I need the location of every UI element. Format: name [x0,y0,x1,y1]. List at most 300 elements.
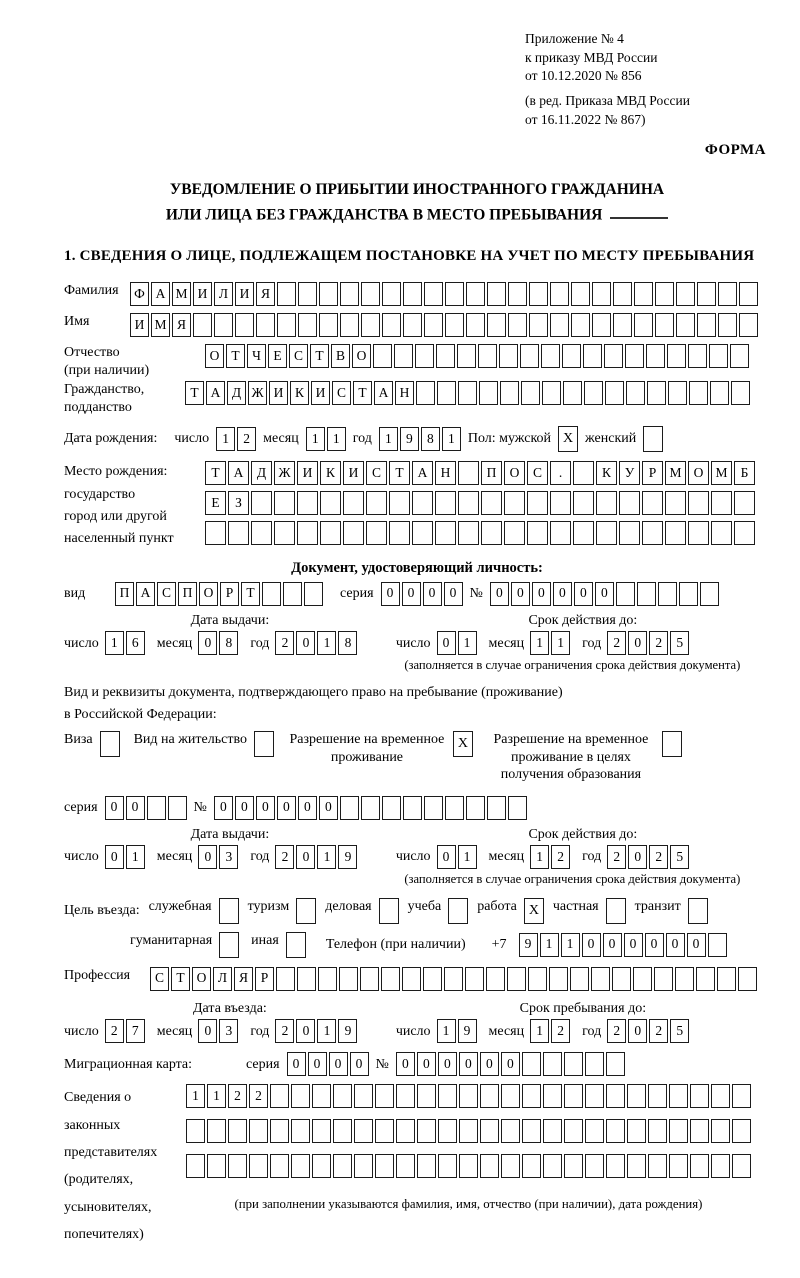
form-cell[interactable]: У [619,461,640,485]
form-cell[interactable] [717,967,736,991]
form-cell[interactable] [403,796,422,820]
birth-day-grid[interactable] [216,427,256,451]
form-cell[interactable] [207,1154,226,1178]
form-cell[interactable]: А [412,461,433,485]
form-cell[interactable]: О [192,967,211,991]
form-cell[interactable]: 7 [126,1019,145,1043]
form-cell[interactable] [457,344,476,368]
form-cell[interactable]: 0 [350,1052,369,1076]
form-cell[interactable]: 0 [396,1052,415,1076]
form-cell[interactable] [584,381,603,405]
birth-place-grid-3[interactable] [205,521,755,545]
form-cell[interactable] [396,1154,415,1178]
form-cell[interactable] [522,1052,541,1076]
form-cell[interactable] [366,491,387,515]
form-cell[interactable] [320,491,341,515]
form-cell[interactable] [319,313,338,337]
form-cell[interactable] [481,491,502,515]
form-cell[interactable]: 0 [574,582,593,606]
form-cell[interactable]: 0 [319,796,338,820]
sex-male-checkbox[interactable] [558,426,578,452]
form-cell[interactable]: 1 [306,427,325,451]
form-cell[interactable] [529,313,548,337]
form-cell[interactable] [654,967,673,991]
form-cell[interactable] [298,313,317,337]
form-cell[interactable] [585,1084,604,1108]
stay-month-grid[interactable] [530,1019,570,1043]
residence-issue-day-grid[interactable] [105,845,145,869]
form-cell[interactable] [389,491,410,515]
form-cell[interactable] [647,381,666,405]
residence-expiry-year-grid[interactable] [607,845,689,869]
form-cell[interactable]: 0 [417,1052,436,1076]
visa-checkbox[interactable] [100,731,120,757]
form-cell[interactable]: 8 [421,427,440,451]
form-cell[interactable]: Я [256,282,275,306]
form-cell[interactable] [642,491,663,515]
form-cell[interactable]: Т [389,461,410,485]
form-cell[interactable]: 8 [219,631,238,655]
form-cell[interactable] [435,521,456,545]
form-cell[interactable] [354,1084,373,1108]
form-cell[interactable] [298,282,317,306]
form-cell[interactable] [381,967,400,991]
form-cell[interactable] [732,1119,751,1143]
representatives-grid-2[interactable] [186,1119,751,1143]
form-cell[interactable] [297,967,316,991]
form-cell[interactable] [354,1119,373,1143]
purpose-tourism-checkbox[interactable] [296,898,316,924]
form-cell[interactable] [543,1119,562,1143]
form-cell[interactable]: 1 [317,1019,336,1043]
form-cell[interactable] [688,898,708,924]
form-cell[interactable] [507,967,526,991]
form-cell[interactable] [562,344,581,368]
form-cell[interactable] [583,344,602,368]
form-cell[interactable]: 0 [296,631,315,655]
form-cell[interactable]: X [453,731,473,757]
form-cell[interactable] [627,1154,646,1178]
form-cell[interactable] [613,282,632,306]
sex-female-checkbox[interactable] [643,426,663,452]
form-cell[interactable]: Е [205,491,226,515]
form-cell[interactable] [564,1154,583,1178]
form-cell[interactable] [564,1119,583,1143]
form-cell[interactable]: 2 [275,1019,294,1043]
form-cell[interactable] [382,282,401,306]
form-cell[interactable]: С [332,381,351,405]
form-cell[interactable] [319,282,338,306]
form-cell[interactable] [522,1154,541,1178]
form-cell[interactable] [634,313,653,337]
form-cell[interactable]: 0 [329,1052,348,1076]
form-cell[interactable] [709,344,728,368]
form-cell[interactable] [665,521,686,545]
form-cell[interactable] [487,313,506,337]
entry-year-grid[interactable] [275,1019,357,1043]
form-cell[interactable] [521,381,540,405]
form-cell[interactable] [437,381,456,405]
form-cell[interactable] [592,282,611,306]
form-cell[interactable] [486,967,505,991]
form-cell[interactable] [214,313,233,337]
form-cell[interactable] [333,1084,352,1108]
form-cell[interactable] [304,582,323,606]
birth-year-grid[interactable] [379,427,461,451]
form-cell[interactable] [436,344,455,368]
form-cell[interactable] [711,521,732,545]
form-cell[interactable]: 1 [551,631,570,655]
form-cell[interactable] [676,282,695,306]
form-cell[interactable] [711,1154,730,1178]
form-cell[interactable] [412,521,433,545]
form-cell[interactable] [648,1084,667,1108]
form-cell[interactable] [320,521,341,545]
expiry-month-grid[interactable] [530,631,570,655]
form-cell[interactable] [291,1154,310,1178]
form-cell[interactable] [382,796,401,820]
form-cell[interactable] [585,1154,604,1178]
form-cell[interactable] [382,313,401,337]
form-cell[interactable]: 3 [219,1019,238,1043]
form-cell[interactable] [697,282,716,306]
form-cell[interactable]: 2 [551,845,570,869]
form-cell[interactable]: 1 [530,1019,549,1043]
form-cell[interactable] [251,521,272,545]
form-cell[interactable] [501,1084,520,1108]
form-cell[interactable]: 0 [235,796,254,820]
form-cell[interactable]: 0 [287,1052,306,1076]
form-cell[interactable] [627,1119,646,1143]
form-cell[interactable] [424,796,443,820]
form-cell[interactable]: 0 [126,796,145,820]
form-cell[interactable] [361,282,380,306]
form-cell[interactable] [339,967,358,991]
form-cell[interactable] [438,1154,457,1178]
form-cell[interactable]: М [151,313,170,337]
form-cell[interactable] [604,344,623,368]
form-cell[interactable] [466,313,485,337]
form-cell[interactable] [711,1084,730,1108]
stay-year-grid[interactable] [607,1019,689,1043]
temp-residence-education-checkbox[interactable] [662,731,682,757]
form-cell[interactable]: 0 [214,796,233,820]
form-cell[interactable]: Л [214,282,233,306]
form-cell[interactable] [504,491,525,515]
form-cell[interactable] [619,491,640,515]
form-cell[interactable] [625,344,644,368]
form-cell[interactable] [658,582,677,606]
form-cell[interactable] [403,313,422,337]
form-cell[interactable] [690,1119,709,1143]
form-cell[interactable]: Ф [130,282,149,306]
residence-expiry-day-grid[interactable] [437,845,477,869]
form-cell[interactable]: 1 [317,631,336,655]
form-cell[interactable] [276,967,295,991]
form-cell[interactable] [667,344,686,368]
form-cell[interactable] [690,1154,709,1178]
form-cell[interactable]: О [205,344,224,368]
form-cell[interactable]: 1 [186,1084,205,1108]
form-cell[interactable] [739,313,758,337]
form-cell[interactable]: 5 [670,845,689,869]
form-cell[interactable]: 1 [442,427,461,451]
form-cell[interactable] [605,381,624,405]
residence-permit-checkbox[interactable] [254,731,274,757]
form-cell[interactable] [254,731,274,757]
form-cell[interactable]: И [311,381,330,405]
form-cell[interactable] [606,898,626,924]
form-cell[interactable] [665,491,686,515]
form-cell[interactable] [479,381,498,405]
form-cell[interactable]: 2 [607,845,626,869]
form-cell[interactable]: И [130,313,149,337]
form-cell[interactable]: А [228,461,249,485]
form-cell[interactable] [732,1084,751,1108]
residence-issue-month-grid[interactable] [198,845,238,869]
form-cell[interactable] [193,313,212,337]
form-cell[interactable]: Ж [248,381,267,405]
form-cell[interactable] [690,1084,709,1108]
form-cell[interactable]: 2 [275,631,294,655]
residence-number-grid[interactable] [214,796,527,820]
form-cell[interactable]: 0 [603,933,622,957]
form-cell[interactable] [596,491,617,515]
form-cell[interactable] [549,967,568,991]
form-cell[interactable] [270,1084,289,1108]
form-cell[interactable] [249,1119,268,1143]
form-cell[interactable] [718,313,737,337]
purpose-official-checkbox[interactable] [219,898,239,924]
form-cell[interactable] [417,1084,436,1108]
form-cell[interactable]: 1 [458,845,477,869]
form-cell[interactable] [520,344,539,368]
form-cell[interactable] [478,344,497,368]
form-cell[interactable] [669,1084,688,1108]
form-cell[interactable] [283,582,302,606]
form-cell[interactable] [550,491,571,515]
purpose-other-checkbox[interactable] [286,932,306,958]
form-cell[interactable]: О [688,461,709,485]
form-cell[interactable]: 0 [423,582,442,606]
form-cell[interactable] [711,1119,730,1143]
form-cell[interactable]: 1 [207,1084,226,1108]
form-cell[interactable] [711,491,732,515]
form-cell[interactable]: 0 [628,631,647,655]
form-cell[interactable] [669,1154,688,1178]
doc-type-grid[interactable] [115,582,323,606]
form-cell[interactable]: П [481,461,502,485]
issue-year-grid[interactable] [275,631,357,655]
form-cell[interactable]: А [136,582,155,606]
form-cell[interactable]: И [297,461,318,485]
form-cell[interactable] [219,932,239,958]
form-cell[interactable] [396,1084,415,1108]
form-cell[interactable] [508,282,527,306]
form-cell[interactable] [564,1084,583,1108]
form-cell[interactable] [270,1154,289,1178]
form-cell[interactable] [585,1052,604,1076]
form-cell[interactable] [734,521,755,545]
expiry-year-grid[interactable] [607,631,689,655]
form-cell[interactable]: . [550,461,571,485]
entry-day-grid[interactable] [105,1019,145,1043]
form-cell[interactable] [570,967,589,991]
form-cell[interactable] [445,282,464,306]
form-cell[interactable] [415,344,434,368]
form-cell[interactable] [274,521,295,545]
form-cell[interactable]: Т [185,381,204,405]
form-cell[interactable] [270,1119,289,1143]
form-cell[interactable]: 9 [338,1019,357,1043]
form-cell[interactable] [527,491,548,515]
form-cell[interactable] [343,491,364,515]
form-cell[interactable] [732,1154,751,1178]
form-cell[interactable]: П [178,582,197,606]
form-cell[interactable] [596,521,617,545]
form-cell[interactable]: Н [435,461,456,485]
form-cell[interactable]: Р [642,461,663,485]
form-cell[interactable] [100,731,120,757]
form-cell[interactable] [527,521,548,545]
form-cell[interactable] [403,282,422,306]
surname-grid[interactable] [130,282,758,306]
form-cell[interactable]: 1 [379,427,398,451]
temp-residence-checkbox[interactable] [453,731,473,757]
form-cell[interactable]: 0 [553,582,572,606]
form-cell[interactable]: П [115,582,134,606]
form-cell[interactable] [487,282,506,306]
form-cell[interactable] [501,1154,520,1178]
issue-month-grid[interactable] [198,631,238,655]
form-cell[interactable]: Т [171,967,190,991]
form-cell[interactable] [205,521,226,545]
residence-issue-year-grid[interactable] [275,845,357,869]
form-cell[interactable] [186,1119,205,1143]
doc-series-grid[interactable] [381,582,463,606]
birth-place-grid-2[interactable] [205,491,755,515]
form-cell[interactable]: А [206,381,225,405]
form-cell[interactable]: 0 [402,582,421,606]
form-cell[interactable] [480,1084,499,1108]
form-cell[interactable] [508,796,527,820]
form-cell[interactable]: 0 [624,933,643,957]
form-cell[interactable]: Т [310,344,329,368]
form-cell[interactable]: О [199,582,218,606]
form-cell[interactable] [616,582,635,606]
birth-place-grid-1[interactable] [205,461,755,485]
form-cell[interactable]: С [150,967,169,991]
form-cell[interactable]: И [343,461,364,485]
form-cell[interactable]: Р [255,967,274,991]
purpose-transit-checkbox[interactable] [688,898,708,924]
form-cell[interactable]: 3 [219,845,238,869]
form-cell[interactable]: Ч [247,344,266,368]
form-cell[interactable]: З [228,491,249,515]
form-cell[interactable]: X [524,898,544,924]
form-cell[interactable] [445,313,464,337]
form-cell[interactable] [228,1119,247,1143]
form-cell[interactable]: С [527,461,548,485]
form-cell[interactable]: С [157,582,176,606]
representatives-grid-3[interactable] [186,1154,751,1178]
form-cell[interactable]: 0 [666,933,685,957]
form-cell[interactable] [389,521,410,545]
form-cell[interactable]: 5 [670,631,689,655]
form-cell[interactable] [366,521,387,545]
form-cell[interactable] [379,898,399,924]
form-cell[interactable]: Б [734,461,755,485]
form-cell[interactable] [396,1119,415,1143]
form-cell[interactable]: 1 [437,1019,456,1043]
form-cell[interactable]: Т [226,344,245,368]
form-cell[interactable] [186,1154,205,1178]
form-cell[interactable] [573,491,594,515]
profession-grid[interactable] [150,967,757,991]
form-cell[interactable] [375,1119,394,1143]
form-cell[interactable] [501,1119,520,1143]
form-cell[interactable] [207,1119,226,1143]
form-cell[interactable] [375,1154,394,1178]
form-cell[interactable] [228,1154,247,1178]
form-cell[interactable] [738,967,757,991]
form-cell[interactable]: 0 [444,582,463,606]
form-cell[interactable] [606,1052,625,1076]
form-cell[interactable]: 0 [438,1052,457,1076]
form-cell[interactable] [340,282,359,306]
form-cell[interactable]: 0 [532,582,551,606]
form-cell[interactable]: 8 [338,631,357,655]
form-cell[interactable]: 0 [628,1019,647,1043]
form-cell[interactable]: 0 [595,582,614,606]
form-cell[interactable] [435,491,456,515]
form-cell[interactable]: Л [213,967,232,991]
purpose-work-checkbox[interactable] [524,898,544,924]
form-cell[interactable]: 0 [628,845,647,869]
form-cell[interactable]: 1 [126,845,145,869]
form-cell[interactable]: 0 [256,796,275,820]
form-cell[interactable] [256,313,275,337]
form-cell[interactable] [688,491,709,515]
form-cell[interactable]: Т [241,582,260,606]
form-cell[interactable] [592,313,611,337]
form-cell[interactable]: 0 [308,1052,327,1076]
form-cell[interactable]: 0 [645,933,664,957]
purpose-humanitarian-checkbox[interactable] [219,932,239,958]
form-cell[interactable]: 0 [437,845,456,869]
stay-day-grid[interactable] [437,1019,477,1043]
form-cell[interactable]: И [193,282,212,306]
form-cell[interactable] [718,282,737,306]
citizenship-grid[interactable] [185,381,750,405]
doc-number-grid[interactable] [490,582,719,606]
form-cell[interactable]: 0 [105,845,124,869]
form-cell[interactable]: 2 [228,1084,247,1108]
form-cell[interactable] [466,282,485,306]
form-cell[interactable] [340,313,359,337]
form-cell[interactable]: 0 [198,631,217,655]
form-cell[interactable]: 1 [105,631,124,655]
form-cell[interactable]: О [352,344,371,368]
form-cell[interactable]: 0 [296,845,315,869]
form-cell[interactable] [423,967,442,991]
form-cell[interactable] [459,1084,478,1108]
form-cell[interactable] [375,1084,394,1108]
form-cell[interactable]: 0 [687,933,706,957]
form-cell[interactable]: 1 [530,845,549,869]
residence-expiry-month-grid[interactable] [530,845,570,869]
form-cell[interactable] [412,491,433,515]
